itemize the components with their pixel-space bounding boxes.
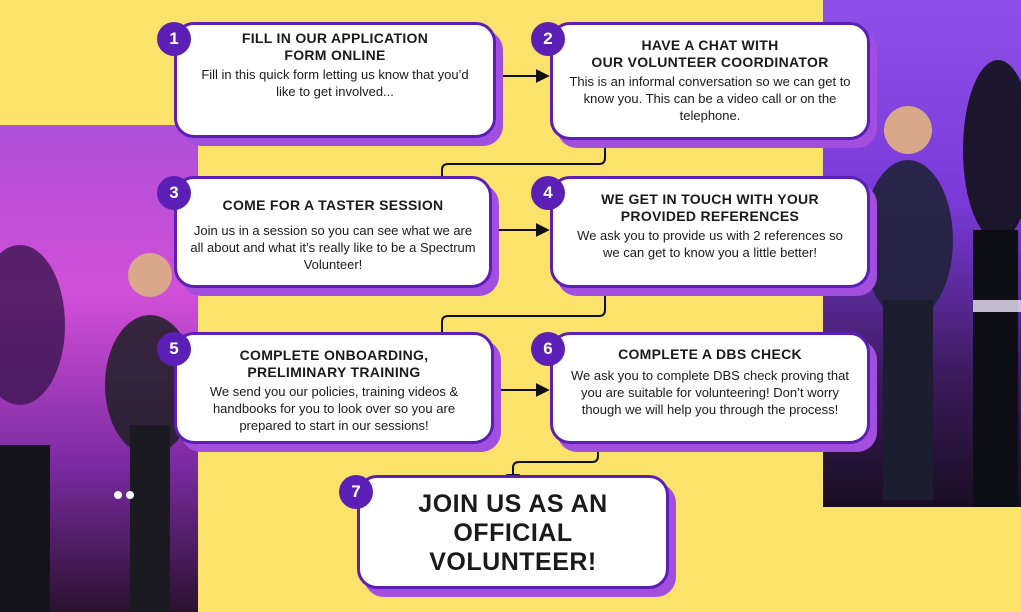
step-3-body: Join us in a session so you can see what we are all about and what it’s really like to be a Spectrum Volunteer! bbox=[190, 223, 476, 272]
step-4-title-line-1: WE GET IN TOUCH WITH YOUR bbox=[601, 191, 819, 207]
step-1-title-line-2: FORM ONLINE bbox=[284, 47, 386, 63]
step-6-number-badge: 6 bbox=[531, 332, 565, 366]
step-6-body: We ask you to complete DBS check proving that you are suitable for volunteering! Don’t worry though we will help you through the process! bbox=[571, 368, 849, 417]
step-3-number-badge: 3 bbox=[157, 176, 191, 210]
step-1-card bbox=[174, 22, 496, 138]
step-7-title-line-3: VOLUNTEER! bbox=[429, 548, 597, 576]
step-4-title-line-2: PROVIDED REFERENCES bbox=[620, 208, 800, 224]
step-2-body: This is an informal conversation so we can get to know you. This can be a video call or on the telephone. bbox=[569, 74, 851, 123]
step-5-body: We send you our policies, training videos & handbooks for you to look over so you are prepared to start in our sessions! bbox=[209, 384, 459, 433]
step-3-card bbox=[174, 176, 492, 288]
step-4-body: We ask you to provide us with 2 references so we can get to know you a little better! bbox=[577, 228, 843, 260]
step-2-card bbox=[550, 22, 870, 140]
step-6-card bbox=[550, 332, 870, 444]
step-2-title-line-2: OUR VOLUNTEER COORDINATOR bbox=[591, 54, 829, 70]
step-5-title-line-2: PRELIMINARY TRAINING bbox=[247, 364, 421, 380]
step-7-title bbox=[370, 490, 656, 577]
step-3-title-line-1: COME FOR A TASTER SESSION bbox=[222, 197, 444, 213]
step-5-number-badge: 5 bbox=[157, 332, 191, 366]
step-7-number-badge: 7 bbox=[339, 475, 373, 509]
step-1-number-badge: 1 bbox=[157, 22, 191, 56]
step-4-number-badge: 4 bbox=[531, 176, 565, 210]
step-7-title-line-2: OFFICIAL bbox=[453, 519, 573, 547]
step-1-body: Fill in this quick form letting us know that you’d like to get involved... bbox=[201, 67, 469, 99]
step-6-title-line-1: COMPLETE A DBS CHECK bbox=[618, 346, 802, 362]
step-7-card bbox=[357, 475, 669, 589]
step-5-title-line-1: COMPLETE ONBOARDING, bbox=[239, 347, 429, 363]
step-4-card bbox=[550, 176, 870, 288]
step-2-number-badge: 2 bbox=[531, 22, 565, 56]
step-2-title-line-1: HAVE A CHAT WITH bbox=[641, 37, 779, 53]
step-1-title-line-1: FILL IN OUR APPLICATION bbox=[241, 30, 429, 46]
step-5-card bbox=[174, 332, 494, 444]
step-7-title-line-1: JOIN US AS AN bbox=[418, 490, 608, 518]
